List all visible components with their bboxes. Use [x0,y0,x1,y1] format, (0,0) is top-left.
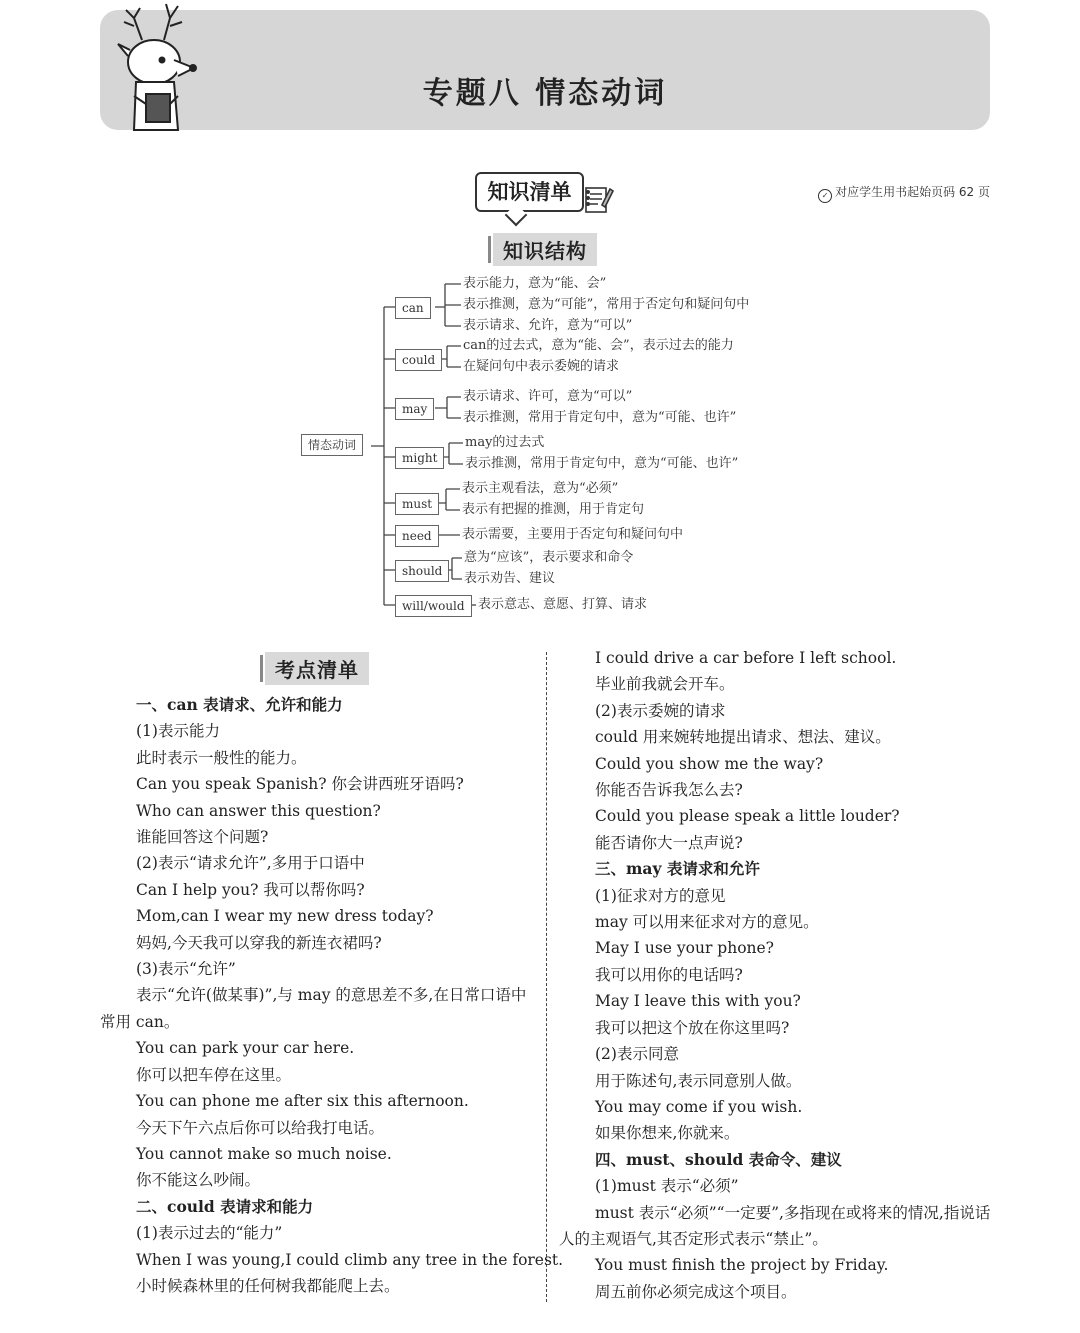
text-line: Could you show me the way? [595,754,824,773]
text-line: 周五前你必须完成这个项目。 [595,1282,797,1301]
tree-node-must: must [395,493,439,515]
text-line: May I use your phone? [595,939,774,958]
tree-leaf: 表示推测，意为“可能”，常用于否定句和疑问句中 [463,297,750,312]
text-line: You can park your car here. [136,1039,355,1058]
structure-title: 知识结构 [493,233,597,266]
right-column [559,645,991,1305]
tree-leaf: can的过去式，意为“能、会”，表示过去的能力 [463,338,734,353]
tree-leaf: 意为“应该”，表示要求和命令 [464,550,634,565]
text-line: 谁能回答这个问题? [136,828,269,847]
tree-leaf: 表示有把握的推测，用于肯定句 [462,502,645,517]
text-line: Can I help you? 我可以帮你吗? [136,880,365,899]
text-paragraph: must 表示“必须”“一定要”,多指现在或将来的情况,指说话人的主观语气,其否定形式表示“禁止”。 [559,1203,991,1248]
tree-leaf: 表示推测，常用于肯定句中，意为“可能、也许” [463,410,737,425]
heading: 一、can 表请求、允许和能力 [136,695,343,714]
tree-node-should: should [395,560,449,582]
text-line: (1)must 表示“必须” [595,1177,739,1196]
tree-leaf: 表示主观看法，意为“必须” [462,481,619,496]
text-line: 我可以用你的电话吗? [595,965,743,984]
text-line: Who can answer this question? [136,801,381,820]
text-line: 我可以把这个放在你这里吗? [595,1018,790,1037]
text-line: I could drive a car before I left school. [595,649,897,667]
text-line: 能否请你大一点声说? [595,833,743,852]
tree-leaf: 表示意志、意愿、打算、请求 [478,597,648,612]
tree-node-may: may [395,398,434,420]
tree-node-need: need [395,525,439,547]
text-line: could 用来婉转地提出请求、想法、建议。 [595,728,891,747]
tree-leaf: 表示需要，主要用于否定句和疑问句中 [462,527,684,542]
knowledge-list-badge: 知识清单 [475,172,584,212]
text-line: (3)表示“允许” [136,960,236,979]
text-line: Can you speak Spanish? 你会讲西班牙语吗? [136,775,464,794]
left-column [100,692,564,1299]
text-line: 毕业前我就会开车。 [595,675,735,694]
tree-node-can: can [395,297,431,319]
tree-node-could: could [395,349,442,371]
points-title: 考点清单 [265,652,369,685]
tree-root-node: 情态动词 [301,434,363,456]
heading: 二、could 表请求和能力 [136,1196,314,1216]
text-line: 你不能这么吵闹。 [136,1171,261,1190]
text-line: 此时表示一般性的能力。 [136,748,307,767]
text-line: When I was young,I could climb any tree in the forest. [136,1250,564,1269]
text-line: 小时候森林里的任何树我都能爬上去。 [136,1276,400,1295]
text-line: (1)征求对方的意见 [595,886,726,905]
tree-leaf: may的过去式 [465,435,545,450]
text-paragraph: 表示“允许(做某事)”,与 may 的意思差不多,在日常口语中常用 can。 [100,986,527,1031]
circle-check-icon: ✓ [818,189,832,203]
text-line: 今天下午六点后你可以给我打电话。 [136,1118,385,1137]
heading: 三、may 表请求和允许 [595,859,760,879]
tree-leaf: 在疑问句中表示委婉的请求 [463,359,620,374]
chapter-title: 专题八 情态动词 [422,76,668,111]
tree-node-will-would: will/would [395,595,472,617]
text-line: (2)表示同意 [595,1045,679,1064]
tree-leaf: 表示劝告、建议 [464,571,556,586]
text-line: (2)表示“请求允许”,多用于口语中 [136,854,365,873]
text-line: 你能否告诉我怎么去? [595,781,743,800]
column-divider [546,652,547,1302]
text-line: (1)表示过去的“能力” [136,1224,283,1243]
text-line: You cannot make so much noise. [136,1144,392,1163]
text-line: may 可以用来征求对方的意见。 [595,913,819,932]
text-line: Mom,can I wear my new dress today? [136,907,434,926]
text-line: 用于陈述句,表示同意别人做。 [595,1071,802,1090]
heading: 四、must、should 表命令、建议 [595,1149,842,1169]
text-line: (2)表示委婉的请求 [595,701,726,720]
text-line: (1)表示能力 [136,722,220,741]
text-line: You can phone me after six this afternoon. [136,1092,469,1111]
text-line: 妈妈,今天我可以穿我的新连衣裙吗? [136,933,382,952]
tree-leaf: 表示推测，常用于肯定句中，意为“可能、也许” [465,456,739,471]
page-reference-text: 对应学生用书起始页码 62 页 [835,185,990,199]
tree-leaf: 表示能力，意为“能、会” [463,276,607,291]
tree-leaf: 表示请求、允许，意为“可以” [463,318,633,333]
text-line: Could you please speak a little louder? [595,807,900,826]
text-line: You must finish the project by Friday. [595,1256,889,1275]
text-line: 如果你想来,你就来。 [595,1124,740,1143]
text-line: 你可以把车停在这里。 [136,1065,292,1084]
text-line: May I leave this with you? [595,992,801,1011]
tree-leaf: 表示请求、许可，意为“可以” [463,389,633,404]
tree-node-might: might [395,447,444,469]
text-line: You may come if you wish. [595,1097,803,1116]
